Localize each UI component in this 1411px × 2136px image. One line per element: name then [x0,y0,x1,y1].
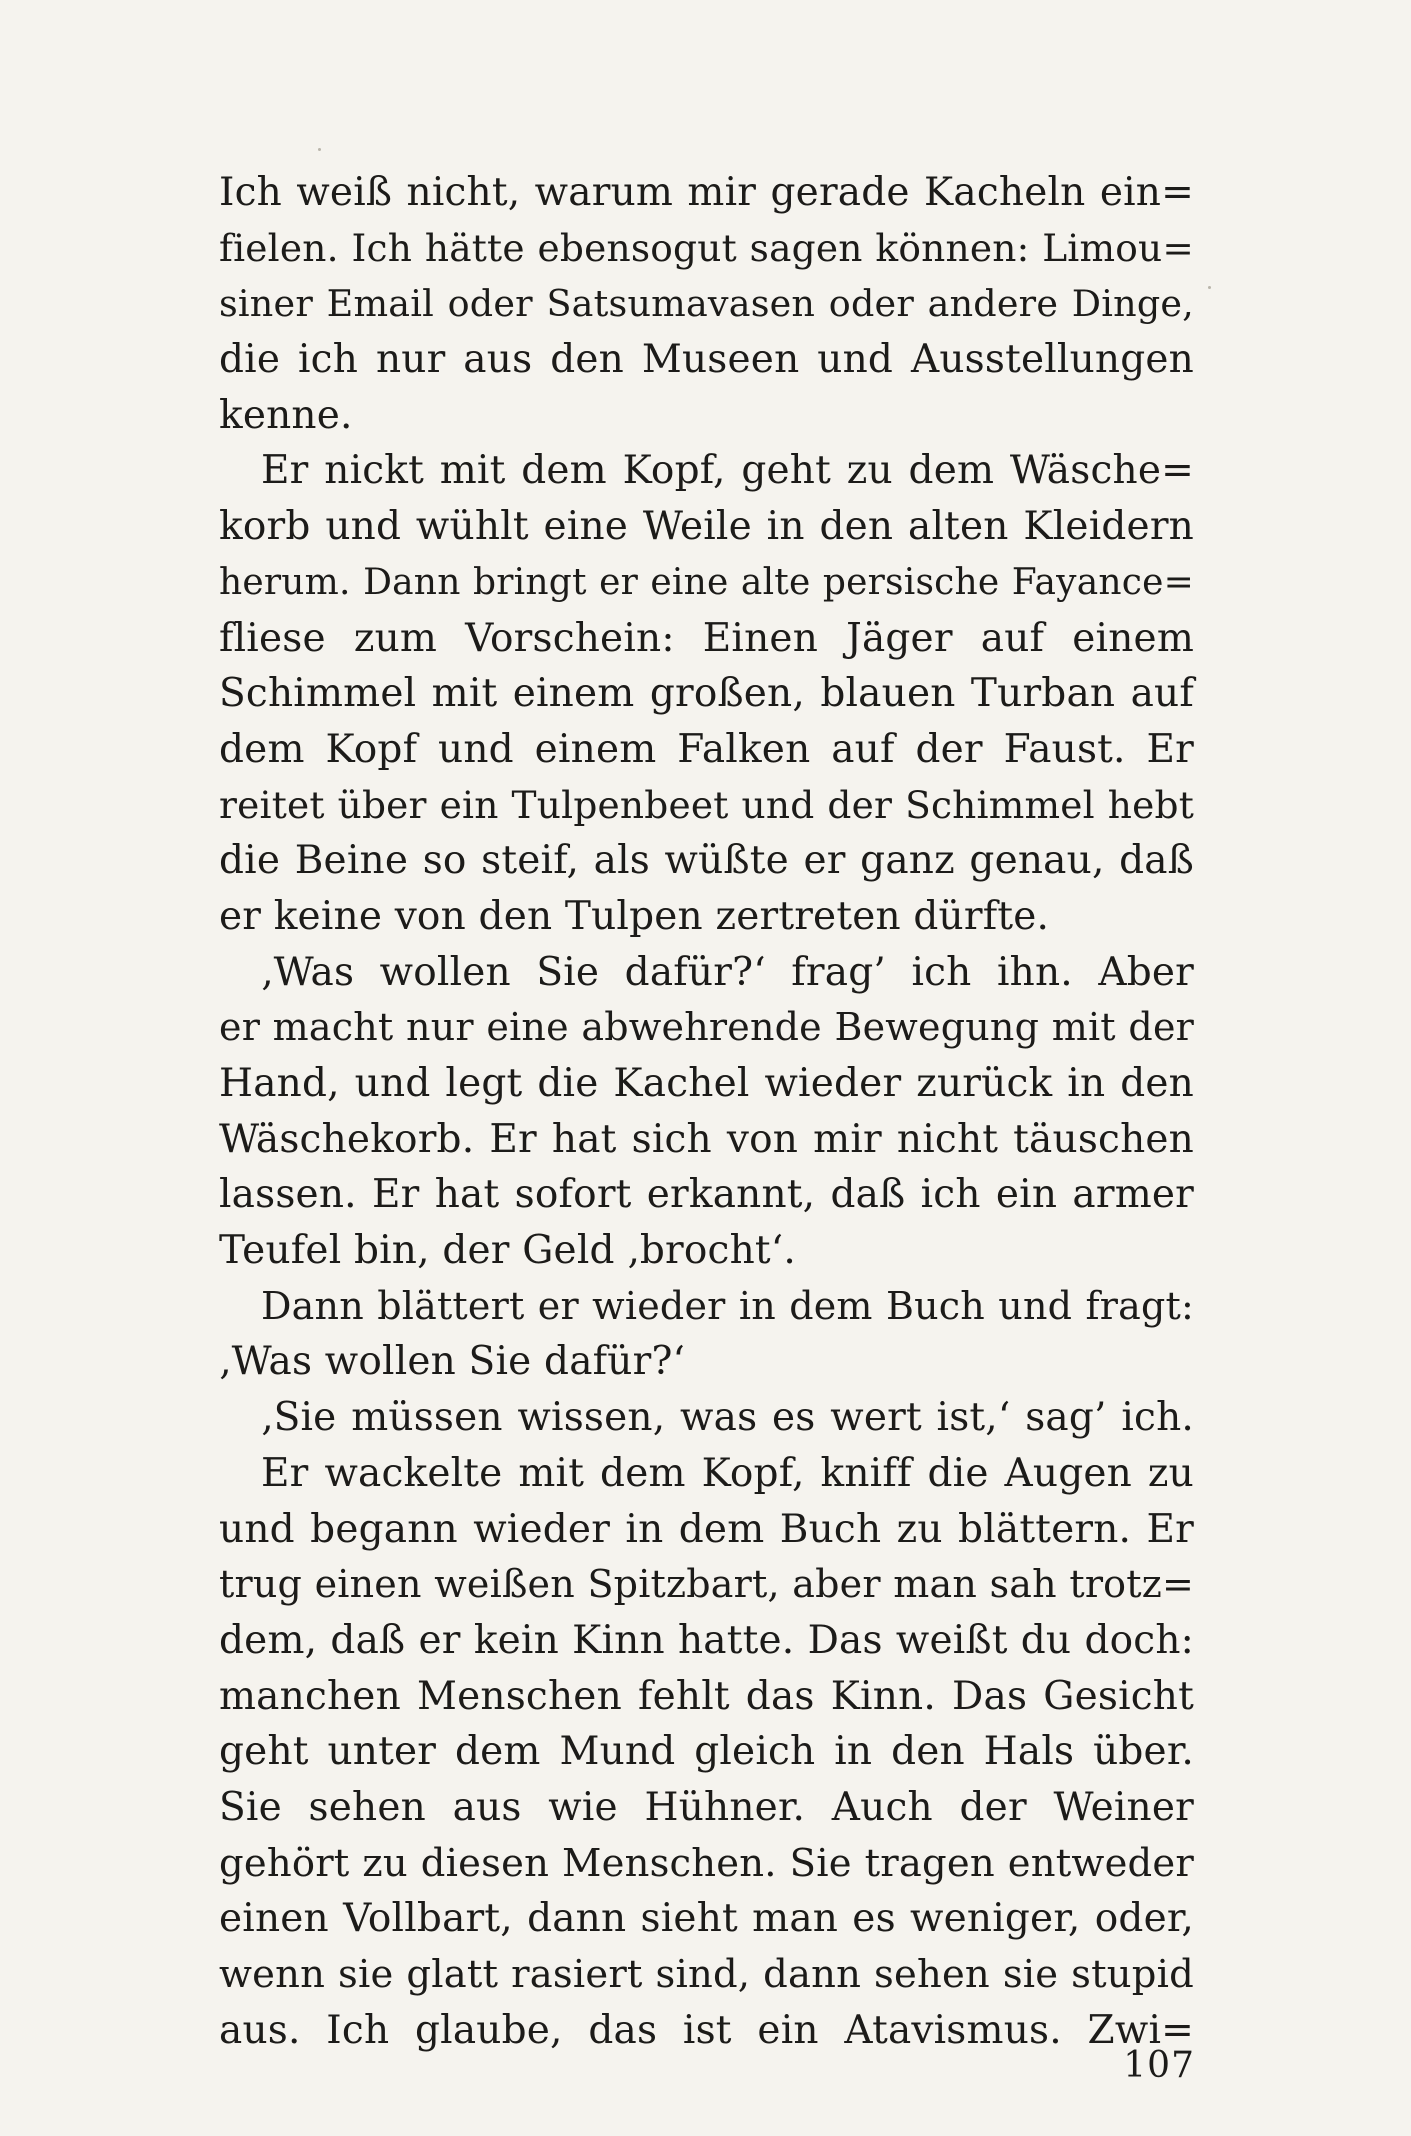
text-line: Er nickt mit dem Kopf, geht zu dem Wäsche= [261,448,1194,494]
text-line: er keine von den Tulpen zertreten dürfte. [219,893,1050,939]
text-line: fliese zum Vorschein: Einen Jäger auf einem [219,615,1194,661]
text-line: ‚Was wollen Sie dafür?‘ [219,1339,686,1385]
text-line: geht unter dem Mund gleich in den Hals über. [219,1729,1194,1775]
text-line: wenn sie glatt rasiert sind, dann sehen sie stupid [219,1952,1194,1997]
text-line: die ich nur aus den Museen und Ausstellungen [219,337,1194,383]
text-line: Teufel bin, der Geld ‚brocht‘. [219,1228,796,1274]
text-line: reitet über ein Tulpenbeet und der Schimmel hebt [219,782,1194,827]
text-line: siner Email oder Satsumavasen oder andere Dinge, [219,282,1194,326]
paper-speck [1208,286,1211,289]
text-line: dem Kopf und einem Falken auf der Faust. Er [219,726,1194,772]
text-line: herum. Dann bringt er eine alte persische Fayance= [219,561,1194,603]
text-line: Ich weiß nicht, warum mir gerade Kacheln ein= [219,170,1194,215]
text-line: Er wackelte mit dem Kopf, kniff die Augen zu [261,1450,1194,1496]
text-line: Wäschekorb. Er hat sich von mir nicht täuschen [219,1116,1194,1162]
text-line: fielen. Ich hätte ebensogut sagen können: Limou= [219,225,1194,270]
text-line: trug einen weißen Spitzbart, aber man sah trotz= [219,1562,1194,1607]
text-line: kenne. [219,392,353,438]
text-line: einen Vollbart, dann sieht man es weniger, oder, [219,1896,1194,1942]
text-line: aus. Ich glaube, das ist ein Atavismus. Zwi= [219,2007,1194,2053]
text-line: ‚Sie müssen wissen, was es wert ist,‘ sag’ ich. [261,1395,1194,1441]
text-line: gehört zu diesen Menschen. Sie tragen entweder [219,1840,1194,1886]
text-line: korb und wühlt eine Weile in den alten Kleidern [219,504,1194,550]
text-line: ‚Was wollen Sie dafür?‘ frag’ ich ihn. Aber [261,949,1194,995]
paper-speck [318,148,321,151]
text-line: Sie sehen aus wie Hühner. Auch der Weiner [219,1784,1194,1830]
text-line: er macht nur eine abwehrende Bewegung mit der [219,1005,1194,1050]
text-line: die Beine so steif, als wüßte er ganz genau, daß [219,838,1194,884]
page-number: 107 [1123,2045,1195,2086]
text-line: dem, daß er kein Kinn hatte. Das weißt du doch: [219,1617,1194,1663]
text-line: und begann wieder in dem Buch zu blättern. Er [219,1506,1194,1552]
text-line: Hand, und legt die Kachel wieder zurück in den [219,1061,1194,1106]
text-line: lassen. Er hat sofort erkannt, daß ich ein armer [219,1172,1194,1218]
text-line: manchen Menschen fehlt das Kinn. Das Gesicht [219,1673,1194,1719]
body-text [219,165,1194,2058]
text-line: Schimmel mit einem großen, blauen Turban auf [219,671,1194,717]
text-line: Dann blättert er wieder in dem Buch und fragt: [261,1283,1194,1328]
